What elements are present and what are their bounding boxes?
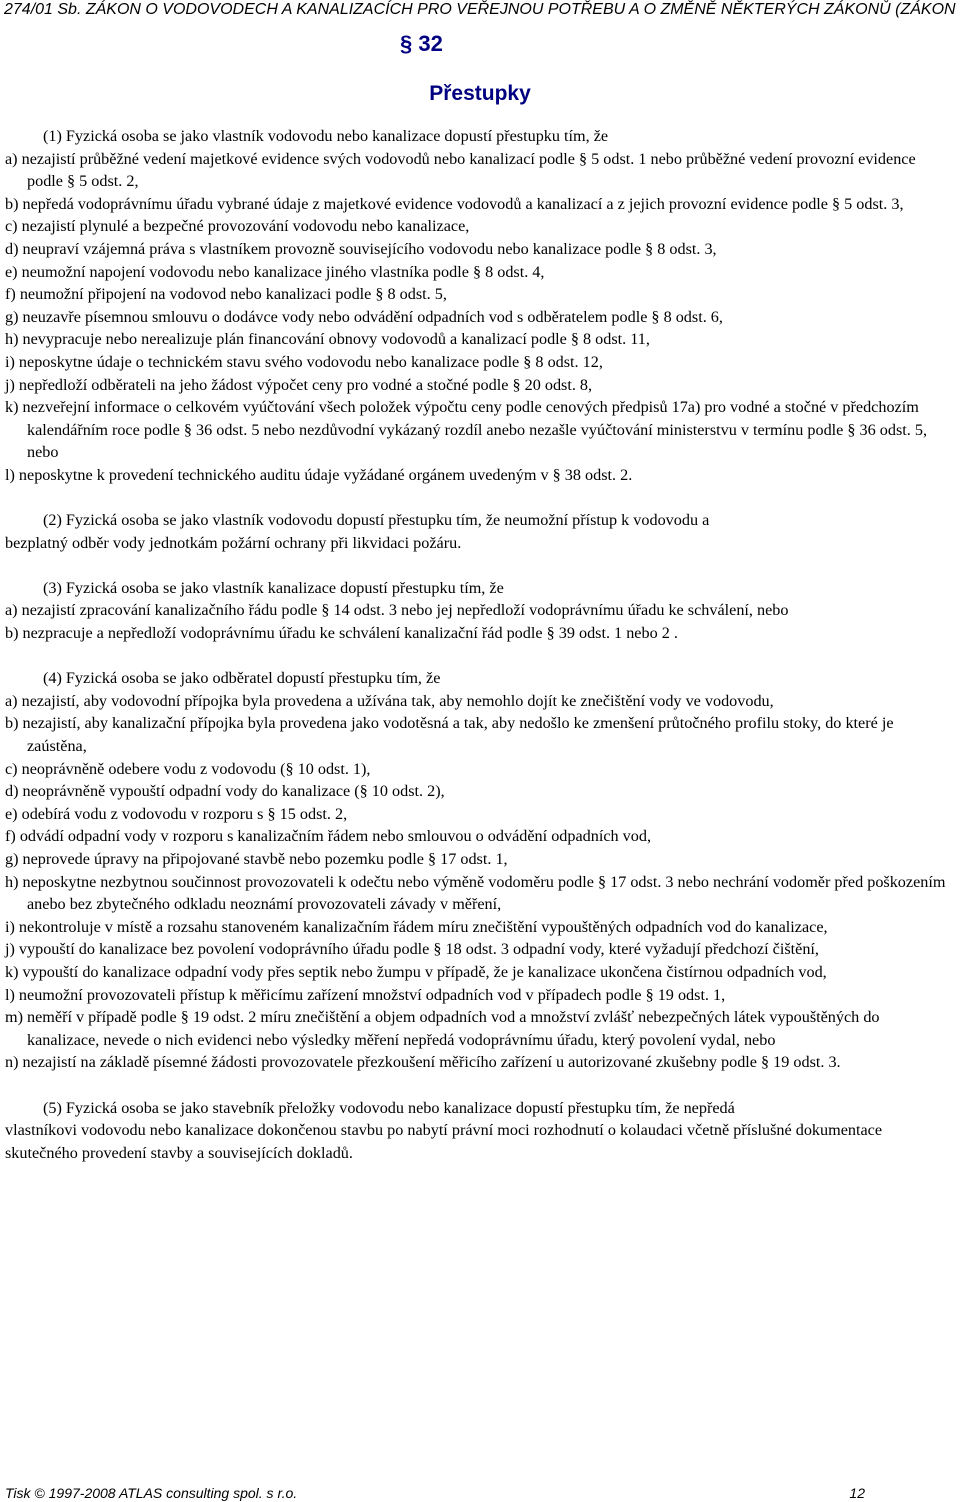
section-1-item-i: i) neposkytne údaje o technickém stavu svého vodovodu nebo kanalizace podle § 8 odst. 12,: [5, 352, 603, 371]
section-4-item-m: m) neměří v případě podle § 19 odst. 2 míru znečištění a objem odpadních vod a množství zvlášť nebezpečných látek vypouštěných do kanalizace, nevede o nich evidenci nebo výsledky měření nepředá vodoprávnímu úřadu, který povolení vydal, nebo: [5, 1008, 880, 1049]
section-4-item-i: i) nekontroluje v místě a rozsahu stanoveném kanalizačním řádem míru znečištění vypouštěných odpadních vod do kanalizace,: [5, 917, 828, 936]
section-4-intro: (4) Fyzická osoba se jako odběratel dopustí přestupku tím, že: [43, 669, 441, 688]
section-1-intro: (1) Fyzická osoba se jako vlastník vodovodu nebo kanalizace dopustí přestupku tím, že: [43, 127, 609, 145]
section-1-item-c: c) nezajistí plynulé a bezpečné provozování vodovodu nebo kanalizace,: [5, 217, 470, 236]
section-1-item-j: j) nepředloží odběrateli na jeho žádost výpočet ceny pro vodné a stočné podle § 20 odst. 8,: [5, 375, 593, 394]
section-3-item-a: a) nezajistí zpracování kanalizačního řádu podle § 14 odst. 3 nebo jej nepředloží vodoprávnímu úřadu ke schválení, nebo: [5, 601, 789, 620]
footer-copyright: Tisk © 1997-2008 ATLAS consulting spol. s r.o.: [5, 1485, 298, 1501]
section-2-continuation: bezplatný odběr vody jednotkám požární ochrany při likvidaci požáru.: [5, 533, 462, 552]
section-4-item-l: l) neumožní provozovateli přístup k měřicímu zařízení množství odpadních vod v případech podle § 19 odst. 1,: [5, 985, 726, 1004]
section-4-item-a: a) nezajistí, aby vodovodní přípojka byla provedena a užívána tak, aby nemohlo dojít ke znečištění vody ve vodovodu,: [5, 691, 774, 710]
paragraph-number: § 32: [400, 31, 443, 56]
section-4-item-b: b) nezajistí, aby kanalizační přípojka byla provedena jako vodotěsná a tak, aby nedošlo ke zmenšení průtočného profilu stoky, do které je zaústěna,: [5, 714, 894, 756]
section-2-intro: (2) Fyzická osoba se jako vlastník vodovodu dopustí přestupku tím, že neumožní přístup k vodovodu a: [43, 511, 710, 530]
section-4-item-n: n) nezajistí na základě písemné žádosti provozovatele přezkoušení měřicího zařízení u autorizované zkušebny podle § 19 odst. 3.: [5, 1053, 841, 1072]
section-4-item-j: j) vypouští do kanalizace bez povolení vodoprávního úřadu podle § 18 odst. 3 odpadní vody, které vyžadují předchozí čištění,: [5, 940, 819, 959]
running-header: 274/01 Sb. ZÁKON O VODOVODECH A KANALIZACÍCH PRO VEŘEJNOU POTŘEBU A O ZMĚNĚ NĚKTERÝCH ZÁKONŮ (ZÁKON: [4, 1, 956, 18]
document-body: [5, 125, 955, 1164]
section-1-item-f: f) neumožní připojení na vodovod nebo kanalizaci podle § 8 odst. 5,: [5, 285, 447, 304]
section-title: Přestupky: [429, 82, 531, 105]
section-4-item-f: f) odvádí odpadní vody v rozporu s kanalizačním řádem nebo smlouvou o odvádění odpadních vod,: [5, 827, 651, 846]
section-4-item-g: g) neprovede úpravy na připojované stavbě nebo pozemku podle § 17 odst. 1,: [5, 850, 508, 868]
section-4-item-d: d) neoprávněně vypouští odpadní vody do kanalizace (§ 10 odst. 2),: [5, 782, 445, 801]
page-footer: [5, 1484, 955, 1501]
spacer: [5, 645, 955, 668]
section-4-item-e: e) odebírá vodu z vodovodu v rozporu s § 15 odst. 2,: [5, 804, 348, 823]
spacer: [5, 1074, 955, 1097]
section-1-item-a: a) nezajistí průběžné vedení majetkové evidence svých vodovodů nebo kanalizací podle § 5 odst. 1 nebo průběžné vedení provozní evidence podle § 5 odst. 2,: [5, 149, 916, 191]
spacer: [5, 487, 955, 510]
section-1-item-g: g) neuzavře písemnou smlouvu o dodávce vody nebo odvádění odpadních vod s odběratelem podle § 8 odst. 6,: [5, 307, 723, 326]
section-3-intro: (3) Fyzická osoba se jako vlastník kanalizace dopustí přestupku tím, že: [43, 578, 504, 597]
section-1-item-h: h) nevypracuje nebo nerealizuje plán financování obnovy vodovodů a kanalizací podle § 8 odst. 11,: [5, 330, 650, 349]
section-5-continuation: vlastníkovi vodovodu nebo kanalizace dokončenou stavbu po nabytí právní moci rozhodnutí o kolaudaci včetně příslušné dokumentace skutečného provedení stavby a souvisejících dokladů.: [5, 1121, 883, 1162]
section-3-item-b: b) nezpracuje a nepředloží vodoprávnímu úřadu ke schválení kanalizační řád podle § 39 odst. 1 nebo 2 .: [5, 624, 678, 643]
section-1-item-d: d) neupraví vzájemná práva s vlastníkem provozně souvisejícího vodovodu nebo kanalizace podle § 8 odst. 3,: [5, 239, 717, 258]
section-1-item-k: k) nezveřejní informace o celkovém vyúčtování všech položek výpočtu ceny podle cenových předpisů 17a) pro vodné a stočné v předchozím kalendářním roce podle § 36 odst. 5 nebo nezdůvodní vykázaný rozdíl anebo nezašle vyúčtování ministerstvu v termínu podle § 36 odst. 5, nebo: [5, 398, 927, 462]
spacer: [5, 554, 955, 577]
section-5-intro: (5) Fyzická osoba se jako stavebník přeložky vodovodu nebo kanalizace dopustí přestupku tím, že nepředá: [43, 1098, 735, 1117]
section-4-item-c: c) neoprávněně odebere vodu z vodovodu (§ 10 odst. 1),: [5, 759, 371, 778]
section-4-item-h: h) neposkytne nezbytnou součinnost provozovateli k odečtu nebo výměně vodoměru podle § 17 odst. 3 nebo nechrání vodoměr před poškozením anebo bez zbytečného odkladu neoznámí provozovateli závady v měření,: [5, 872, 946, 914]
page-number: 12: [849, 1485, 865, 1501]
section-1-item-e: e) neumožní napojení vodovodu nebo kanalizace jiného vlastníka podle § 8 odst. 4,: [5, 262, 545, 281]
section-4-item-k: k) vypouští do kanalizace odpadní vody přes septik nebo žumpu v případě, že je kanalizace ukončena čistírnou odpadních vod,: [5, 962, 827, 981]
section-1-item-b: b) nepředá vodoprávnímu úřadu vybrané údaje z majetkové evidence vodovodů a kanalizací a z jejich provozní evidence podle § 5 odst. 3,: [5, 194, 904, 213]
section-1-item-l: l) neposkytne k provedení technického auditu údaje vyžádané orgánem uvedeným v § 38 odst. 2.: [5, 465, 633, 484]
